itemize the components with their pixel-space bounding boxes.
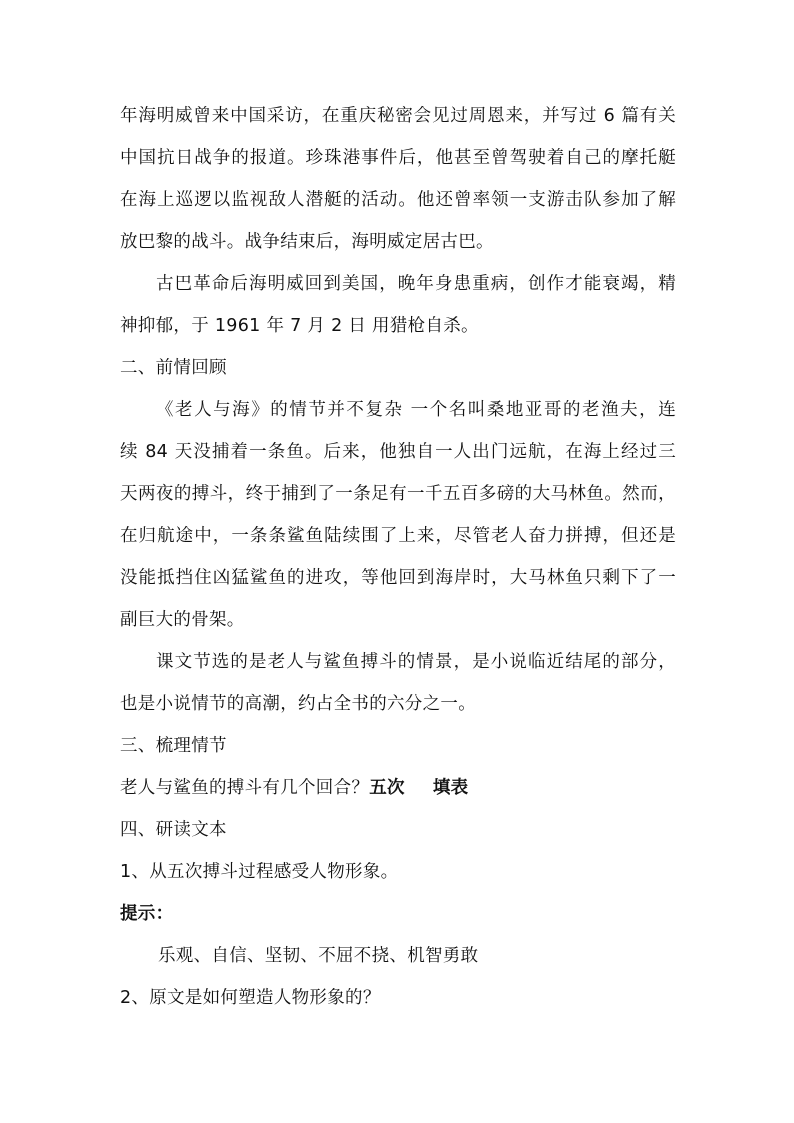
section-heading: 三、梳理情节 (120, 736, 227, 756)
section-heading: 四、研读文本 (120, 820, 227, 840)
paragraph-line: 放巴黎的战斗。战争结束后，海明威定居古巴。 (120, 232, 494, 252)
paragraph-line: 天两夜的搏斗，终于捕到了一条足有一千五百多磅的大马林鱼。然而， (120, 484, 676, 504)
question-text: 老人与鲨鱼的搏斗有几个回合？ (120, 778, 370, 798)
paragraph-line: 没能抵挡住凶猛鲨鱼的进攻，等他回到海岸时，大马林鱼只剩下了一 (120, 568, 676, 588)
paragraph-line: 《老人与海》的情节并不复杂 一个名叫桑地亚哥的老渔夫，连 (156, 400, 676, 420)
question-line (120, 776, 468, 800)
hint-text: 乐观、自信、坚韧、不屈不挠、机智勇敢 (158, 946, 479, 966)
hint-label: 提示： (120, 904, 174, 924)
question-item: 2、原文是如何塑造人物形象的？ (120, 988, 381, 1008)
paragraph-line: 也是小说情节的高潮，约占全书的六分之一。 (120, 694, 476, 714)
paragraph-line: 续 84 天没捕着一条鱼。后来，他独自一人出门远航，在海上经过三 (120, 442, 676, 462)
paragraph-line: 年海明威曾来中国采访，在重庆秘密会见过周恩来，并写过 6 篇有关 (120, 106, 676, 126)
answer-extra: 填表 (432, 778, 469, 798)
paragraph-line: 神抑郁，于 1961 年 7 月 2 日 用猎枪自杀。 (120, 316, 479, 336)
paragraph-line: 副巨大的骨架。 (120, 610, 245, 630)
paragraph-line: 课文节选的是老人与鲨鱼搏斗的情景，是小说临近结尾的部分， (156, 652, 676, 672)
answer-text: 五次 (369, 778, 405, 798)
paragraph-line: 在归航途中，一条条鲨鱼陆续围了上来，尽管老人奋力拼搏，但还是 (120, 526, 676, 546)
paragraph-line: 在海上巡逻以监视敌人潜艇的活动。他还曾率领一支游击队参加了解 (120, 190, 676, 210)
section-heading: 二、前情回顾 (120, 358, 227, 378)
question-item: 1、从五次搏斗过程感受人物形象。 (120, 862, 399, 882)
paragraph-line: 古巴革命后海明威回到美国，晚年身患重病，创作才能衰竭，精 (156, 274, 676, 294)
paragraph-line: 中国抗日战争的报道。珍珠港事件后，他甚至曾驾驶着自己的摩托艇 (120, 148, 676, 168)
